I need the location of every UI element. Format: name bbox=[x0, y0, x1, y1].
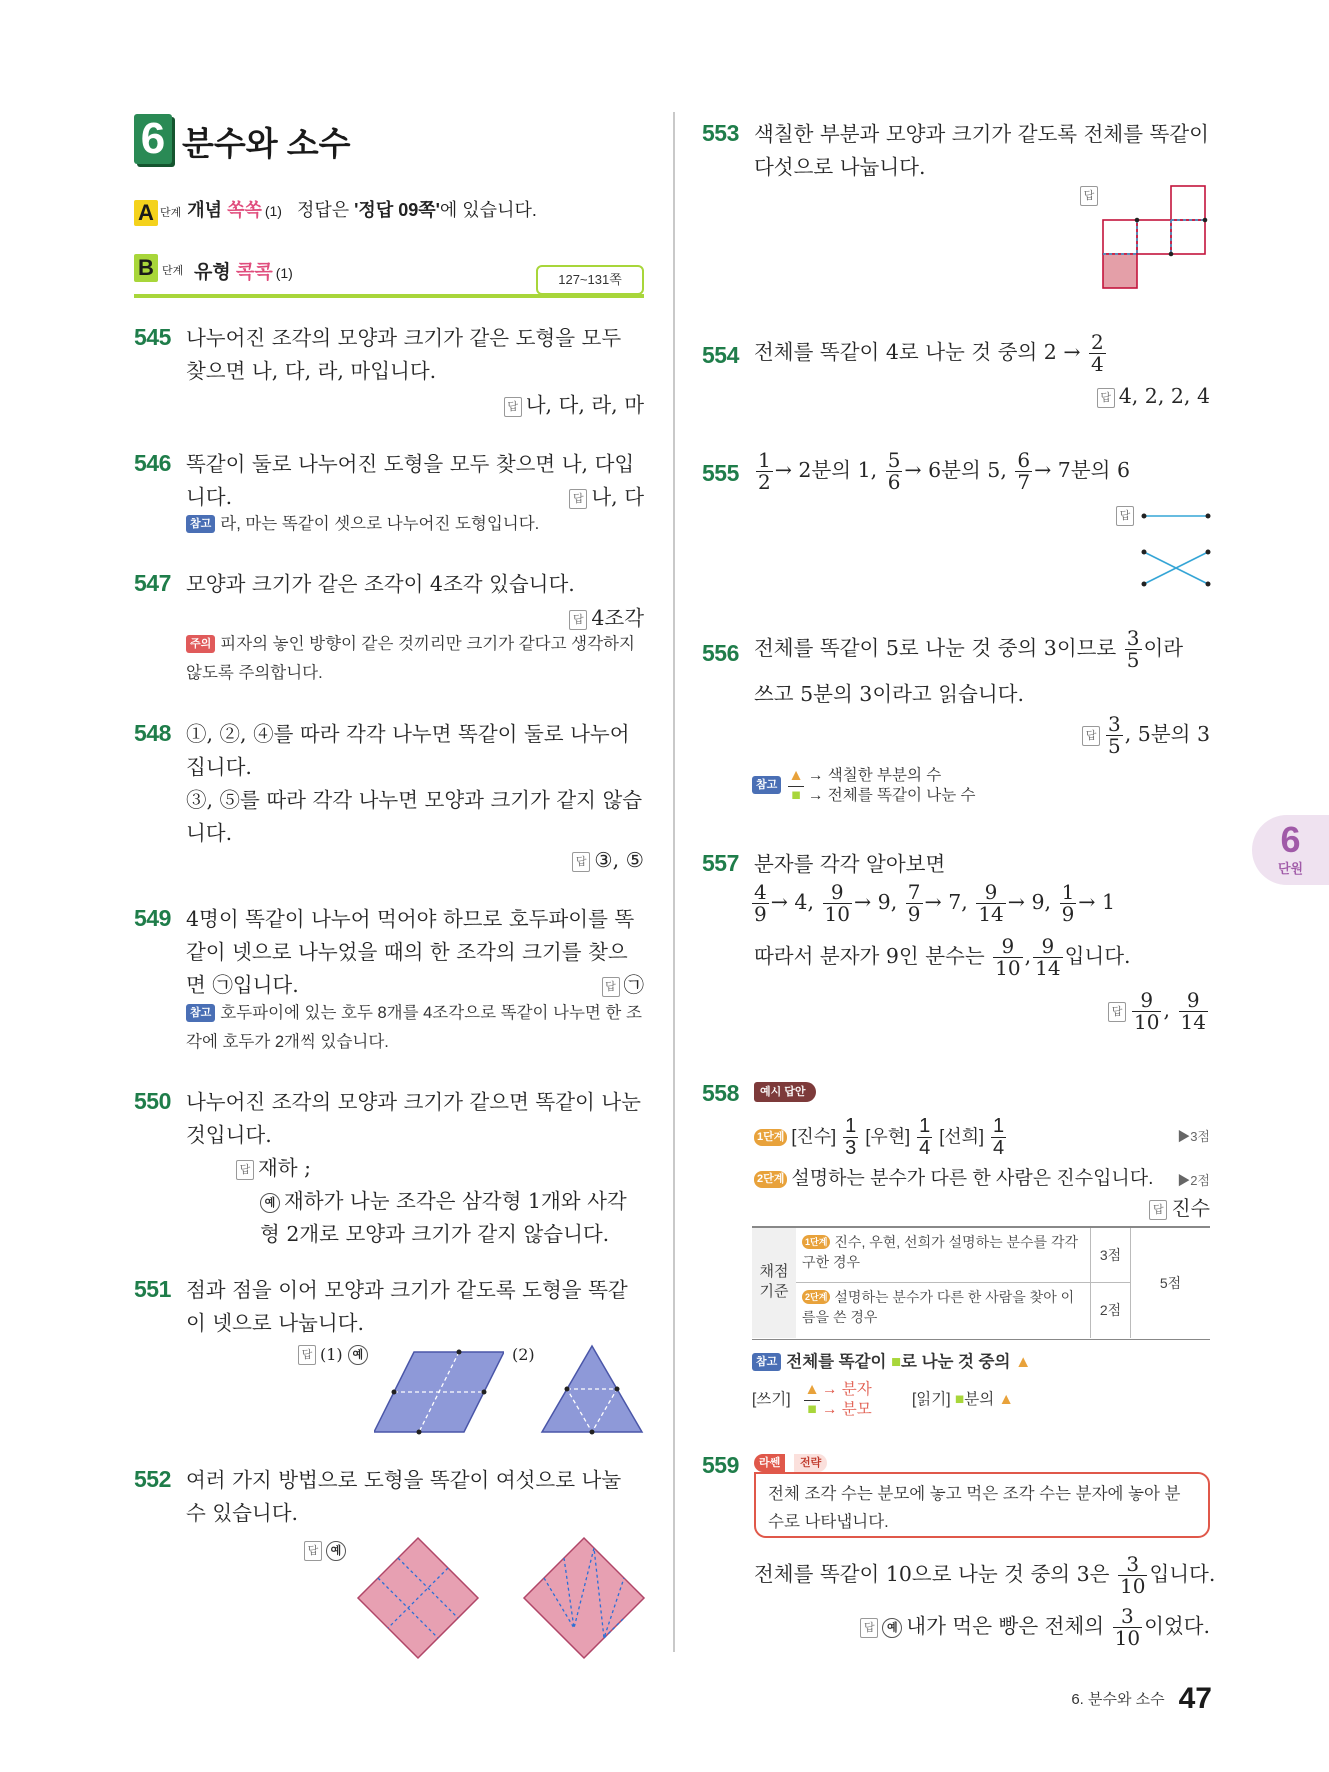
q545 bbox=[134, 324, 644, 424]
q554-answer: 답 4, 2, 2, 4 bbox=[1097, 384, 1210, 408]
q559 bbox=[702, 1452, 1216, 1652]
q547-text: 모양과 크기가 같은 조각이 4조각 있습니다. bbox=[186, 572, 575, 596]
q559-text: 전체를 똑같이 10으로 나눈 것 중의 3은 $\frac{3}{10}$ 입니다. bbox=[754, 1552, 1216, 1598]
q557 bbox=[702, 850, 1210, 1050]
q559-strategy-box: 전체 조각 수는 분모에 놓고 먹은 조각 수는 분자에 놓아 분수로 나타냅니다. bbox=[754, 1472, 1210, 1538]
q558-number: 558 bbox=[702, 1080, 739, 1106]
page-range-box: 127~131쪽 bbox=[536, 265, 644, 295]
q546-text-line1: 똑같이 둘로 나누어진 도형을 모두 찾으면 나, 다입 bbox=[186, 452, 635, 476]
q554-fraction: $\frac{2}{4}$ bbox=[1091, 330, 1104, 376]
q549-answer: 답 ㉠ bbox=[602, 969, 645, 1002]
q548-number: 548 bbox=[134, 720, 171, 746]
chapter-title: 분수와 소수 bbox=[182, 125, 351, 162]
q550-reason: 예 재하가 나눈 조각은 삼각형 1개와 사각형 2개로 모양과 크기가 같지 않습니다. bbox=[260, 1189, 627, 1246]
q556-text-line2: 쓰고 5분의 3이라고 읽습니다. bbox=[754, 682, 1024, 706]
b-step-badge: B bbox=[134, 254, 158, 282]
scoring-header-cell: 채점 기준 bbox=[752, 1228, 796, 1338]
q546-number: 546 bbox=[134, 450, 171, 476]
q558-points-2: ▶2점 bbox=[1177, 1173, 1210, 1188]
q546-text-line2: 니다. bbox=[186, 485, 233, 509]
q559-number: 559 bbox=[702, 1452, 739, 1478]
q552-square-figure-2 bbox=[522, 1536, 646, 1660]
q548-text-line1: ①, ②, ④를 따라 각각 나누면 똑같이 둘로 나누어 집니다. bbox=[186, 722, 630, 779]
q553-number: 553 bbox=[702, 120, 739, 146]
q556-answer: 답 $\frac{3}{5}$ , 5분의 3 bbox=[1082, 714, 1210, 757]
q549-text-line1: 4명이 똑같이 나누어 먹어야 하므로 호두파이를 똑같이 넷으로 나누었을 때의 한 조각의 크기를 찾으 bbox=[186, 907, 635, 964]
q551-text: 점과 점을 이어 모양과 크기가 같도록 도형을 똑같이 넷으로 나눕니다. bbox=[186, 1278, 628, 1335]
q547-answer: 답 4조각 bbox=[569, 601, 644, 631]
q551: 551 점과 점을 이어 모양과 크기가 같도록 도형을 똑같이 넷으로 나눕니다. 답 (1) 예 (2) bbox=[134, 1276, 644, 1436]
q549-note: 참고 호두파이에 있는 호두 8개를 4조각으로 똑같이 나누면 한 조각에 호두가 2개씩 있습니다. bbox=[186, 1004, 642, 1051]
q547-number: 547 bbox=[134, 570, 171, 596]
q552-square-figure-1 bbox=[356, 1536, 480, 1660]
side-tab-label: 단원 bbox=[1277, 861, 1304, 876]
column-divider bbox=[673, 112, 675, 1652]
q546-answer: 답 나, 다 bbox=[569, 481, 644, 514]
q548-answer: 답 ③, ⑤ bbox=[572, 848, 644, 872]
q553-text: 색칠한 부분과 모양과 크기가 같도록 전체를 똑같이 다섯으로 나눕니다. bbox=[754, 122, 1209, 179]
page-number: 47 bbox=[1178, 1682, 1212, 1715]
q551-label-1: (1) bbox=[320, 1345, 343, 1364]
q559-badge-2: 전략 bbox=[794, 1454, 827, 1472]
q552-text: 여러 가지 방법으로 도형을 똑같이 여섯으로 나눌 수 있습니다. bbox=[186, 1468, 622, 1525]
chapter-header bbox=[134, 114, 654, 166]
q558-answer: 답 진수 bbox=[1149, 1192, 1210, 1221]
q546 bbox=[134, 450, 644, 540]
q558-points-1: ▶3점 bbox=[1177, 1129, 1210, 1144]
footer-section: 6. 분수와 소수 bbox=[1071, 1691, 1165, 1708]
q551-label-2: (2) bbox=[512, 1345, 535, 1364]
chapter-badge: 6 bbox=[134, 114, 172, 164]
q552-number: 552 bbox=[134, 1466, 171, 1492]
q549 bbox=[134, 905, 644, 1055]
q552: 552 여러 가지 방법으로 도형을 똑같이 여섯으로 나눌 수 있습니다. 답 예 bbox=[134, 1466, 644, 1656]
q551-triangle-figure bbox=[538, 1342, 646, 1438]
q545-answer: 답 나, 다, 라, 마 bbox=[504, 388, 644, 418]
footer bbox=[900, 1682, 1212, 1722]
q550-number: 550 bbox=[134, 1088, 171, 1114]
q554 bbox=[702, 332, 1210, 412]
q553: 553 색칠한 부분과 모양과 크기가 같도록 전체를 똑같이 다섯으로 나눕니다. 답 bbox=[702, 120, 1210, 300]
q549-number: 549 bbox=[134, 905, 171, 931]
q557-number: 557 bbox=[702, 850, 739, 876]
q555-text: $\frac{1}{2}$ → 2분의 1, $\frac{5}{6}$ → 6분의 5, $\frac{6}{7}$ → 7분의 6 bbox=[758, 448, 1131, 494]
q557-text-line3: 따라서 분자가 9인 분수는 $\frac{9}{10}$ , $\frac{9}{14}$ 입니다. bbox=[754, 934, 1131, 980]
q557-chain: $\frac{4}{9}$ → 4, $\frac{9}{10}$ → 9, $\frac{7}{9}$ → 7, $\frac{9}{14}$ → 9, $\frac{1}{9}$ → 1 bbox=[754, 880, 1116, 926]
q557-answer: 답 $\frac{9}{10}$ , $\frac{9}{14}$ bbox=[1108, 990, 1210, 1033]
q555-matching-lines bbox=[1138, 508, 1212, 588]
q550-text: 나누어진 조각의 모양과 크기가 같으면 똑같이 나눈 것입니다. bbox=[186, 1090, 641, 1147]
q557-text-line1: 분자를 각각 알아보면 bbox=[754, 852, 946, 876]
q545-number: 545 bbox=[134, 324, 171, 350]
a-step-badge: A bbox=[134, 200, 158, 226]
q555-number: 555 bbox=[702, 460, 739, 486]
a-step-line: A 단계 개념 쏙쏙 (1) 정답은 '정답 09쪽'에 있습니다. bbox=[134, 196, 654, 226]
q558-scoring-table: 채점 기준 1단계 진수, 우현, 선희가 설명하는 분수를 각각 구한 경우 2단계 설명하는 분수가 다른 한 사람을 찾아 이름을 쓴 경우 3점 2점 5점 bbox=[752, 1226, 1210, 1340]
side-tab-number: 6 bbox=[1280, 819, 1301, 860]
q549-text-line2: 면 ㉠입니다. bbox=[186, 973, 299, 997]
q556-text-line1: 전체를 똑같이 5로 나눈 것 중의 3이므로 bbox=[754, 636, 1117, 660]
q555: 555 $\frac{1}{2}$ → 2분의 1, $\frac{5}{6}$ → 6분의 5, $\frac{6}{7}$ → 7분의 6 답 bbox=[702, 450, 1210, 590]
q558-note: 참고 전체를 똑같이 ■로 나눈 것 중의 ▲ bbox=[752, 1348, 1031, 1377]
q558-step1: 1단계 [진수] $\frac{1}{3}$ [우현] $\frac{1}{4}$ [선희] $\frac{1}{4}$ bbox=[754, 1116, 1210, 1159]
q547 bbox=[134, 570, 644, 690]
q550 bbox=[134, 1088, 644, 1246]
q558-step2: 2단계 설명하는 분수가 다른 한 사람은 진수입니다. bbox=[754, 1162, 1153, 1195]
q556-number: 556 bbox=[702, 640, 739, 666]
b-step-line: B 단계 유형 콕콕 (1) 127~131쪽 bbox=[134, 254, 644, 298]
q546-note: 참고 라, 마는 똑같이 셋으로 나누어진 도형입니다. bbox=[186, 510, 539, 539]
q559-answer: 답 예 내가 먹은 빵은 전체의 $\frac{3}{10}$ 이었다. bbox=[860, 1606, 1210, 1649]
q551-parallelogram-figure bbox=[374, 1344, 504, 1438]
q550-answer: 답 재하 ; bbox=[236, 1152, 644, 1185]
q554-text: 전체를 똑같이 4로 나눈 것 중의 2 → bbox=[754, 340, 1081, 364]
q548-text-line2: ③, ⑤를 따라 각각 나누면 모양과 크기가 같지 않습니다. bbox=[186, 788, 643, 845]
chapter-side-tab[interactable] bbox=[1252, 815, 1329, 885]
q558-badge: 예시 답안 bbox=[754, 1082, 816, 1102]
q556: 556 전체를 똑같이 5로 나눈 것 중의 3이므로 $\frac{3}{5}$ 이라 쓰고 5분의 3이라고 읽습니다. 답 $\frac{3}{5}$ , 5분의 3 참고 ▲ ■ → 색칠한 부분의 수 → 전체를 똑같이 나눈 수 bbox=[702, 626, 1210, 804]
q553-figure bbox=[1102, 182, 1212, 292]
q545-text: 나누어진 조각의 모양과 크기가 같은 도형을 모두 찾으면 나, 다, 라, 마입니다. bbox=[186, 326, 622, 383]
q558 bbox=[702, 1080, 1210, 1420]
q548 bbox=[134, 720, 644, 880]
q558-write-read: [쓰기] ▲ ■ → 분자 → 분모 [읽기] ■분의 ▲ bbox=[752, 1381, 1014, 1418]
q547-note: 주의 피자의 놓인 방향이 같은 것끼리만 크기가 같다고 생각하지 않도록 주의합니다. bbox=[186, 635, 635, 682]
q551-number: 551 bbox=[134, 1276, 171, 1302]
q559-badge-1: 라쎈 bbox=[754, 1454, 785, 1472]
q554-number: 554 bbox=[702, 342, 739, 368]
